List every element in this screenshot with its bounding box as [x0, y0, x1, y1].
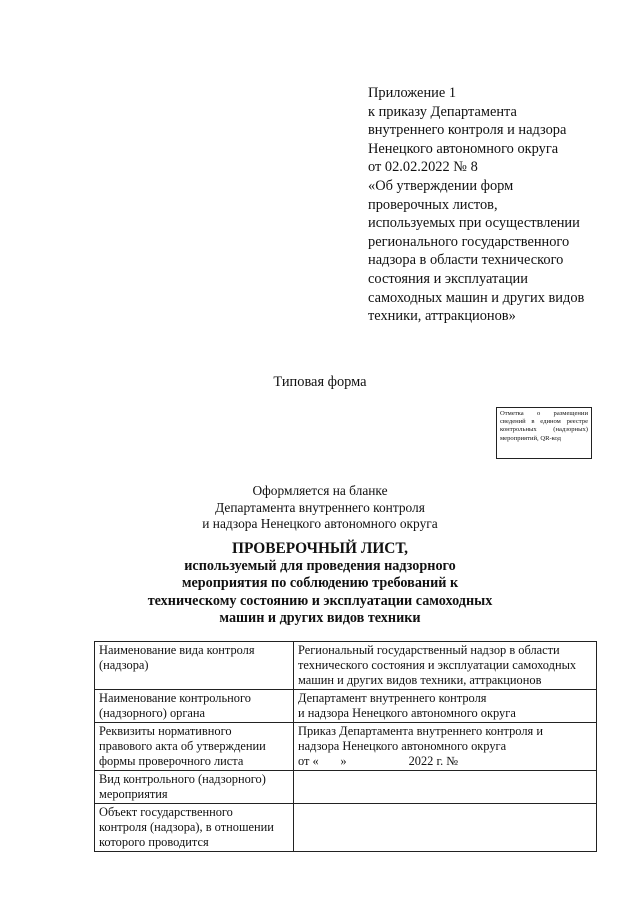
title-line: машин и других видов техники	[219, 610, 421, 627]
row-value	[294, 642, 597, 690]
table-row	[95, 804, 597, 852]
appendix-line: проверочных листов,	[368, 196, 498, 213]
title-line: мероприятия по соблюдению требований к	[181, 575, 459, 592]
qr-note-box: Отметка о размещении сведений в едином реестре контрольных (надзорных) мероприятий, QR-код	[496, 407, 592, 459]
row-label	[95, 690, 294, 723]
table-row	[95, 690, 597, 723]
cell-line: Региональный государственный надзор в области	[298, 643, 560, 657]
row-label	[95, 771, 294, 804]
row-value	[294, 723, 597, 771]
cell-line: мероприятия	[99, 787, 168, 801]
cell-line: (надзорного) органа	[99, 706, 206, 720]
appendix-line: регионального государственного	[368, 233, 570, 250]
cell-line: (надзора)	[99, 658, 149, 672]
cell-line: Наименование контрольного	[99, 691, 251, 705]
title-main: ПРОВЕРОЧНЫЙ ЛИСТ,	[231, 540, 408, 557]
cell-line: Объект государственного	[99, 805, 233, 819]
checklist-table	[94, 641, 597, 852]
appendix-line: «Об утверждении форм	[368, 177, 514, 194]
row-label	[95, 723, 294, 771]
row-value	[294, 690, 597, 723]
cell-line: машин и других видов техники, аттракционов	[298, 673, 542, 687]
title-line: используемый для проведения надзорного	[184, 557, 456, 574]
appendix-line: техники, аттракционов»	[368, 308, 516, 325]
appendix-line: состояния и эксплуатации	[368, 270, 528, 287]
form-type-label: Типовая форма	[273, 374, 367, 390]
document-title	[0, 540, 640, 628]
row-value-empty	[294, 804, 597, 852]
appendix-line: к приказу Департамента	[368, 103, 517, 120]
appendix-line: внутреннего контроля и надзора	[368, 122, 567, 139]
cell-line: Наименование вида контроля	[99, 643, 255, 657]
appendix-line: используемых при осуществлении	[368, 215, 580, 232]
cell-line: правового акта об утверждении	[99, 739, 266, 753]
cell-line: Департамент внутреннего контроля	[298, 691, 487, 705]
appendix-line: Ненецкого автономного округа	[368, 140, 559, 157]
appendix-line: самоходных машин и других видов	[368, 289, 585, 306]
appendix-line: надзора в области технического	[368, 252, 564, 269]
table-row	[95, 771, 597, 804]
blank-note-line: Департамента внутреннего контроля	[215, 499, 425, 515]
cell-line: которого проводится	[99, 835, 209, 849]
appendix-line: Приложение 1	[368, 85, 457, 101]
cell-line: формы проверочного листа	[99, 754, 244, 768]
row-label	[95, 804, 294, 852]
title-line: техническому состоянию и эксплуатации самоходных	[147, 592, 493, 609]
blank-note	[0, 483, 640, 533]
table-row	[95, 723, 597, 771]
cell-line: от « » 2022 г. №	[298, 754, 459, 768]
blank-note-line: и надзора Ненецкого автономного округа	[202, 516, 438, 532]
blank-note-line: Оформляется на бланке	[252, 483, 388, 498]
cell-line: надзора Ненецкого автономного округа	[298, 739, 507, 753]
row-label	[95, 642, 294, 690]
cell-line: технического состояния и эксплуатации самоходных	[298, 658, 577, 672]
table-row	[95, 642, 597, 690]
cell-line: Реквизиты нормативного	[99, 724, 232, 738]
appendix-line: от 02.02.2022 № 8	[368, 159, 478, 176]
cell-line: Вид контрольного (надзорного)	[99, 772, 266, 786]
row-value-empty	[294, 771, 597, 804]
cell-line: и надзора Ненецкого автономного округа	[298, 706, 516, 720]
cell-line: контроля (надзора), в отношении	[99, 820, 274, 834]
appendix-block	[368, 84, 630, 326]
cell-line: Приказ Департамента внутреннего контроля и	[298, 724, 543, 738]
